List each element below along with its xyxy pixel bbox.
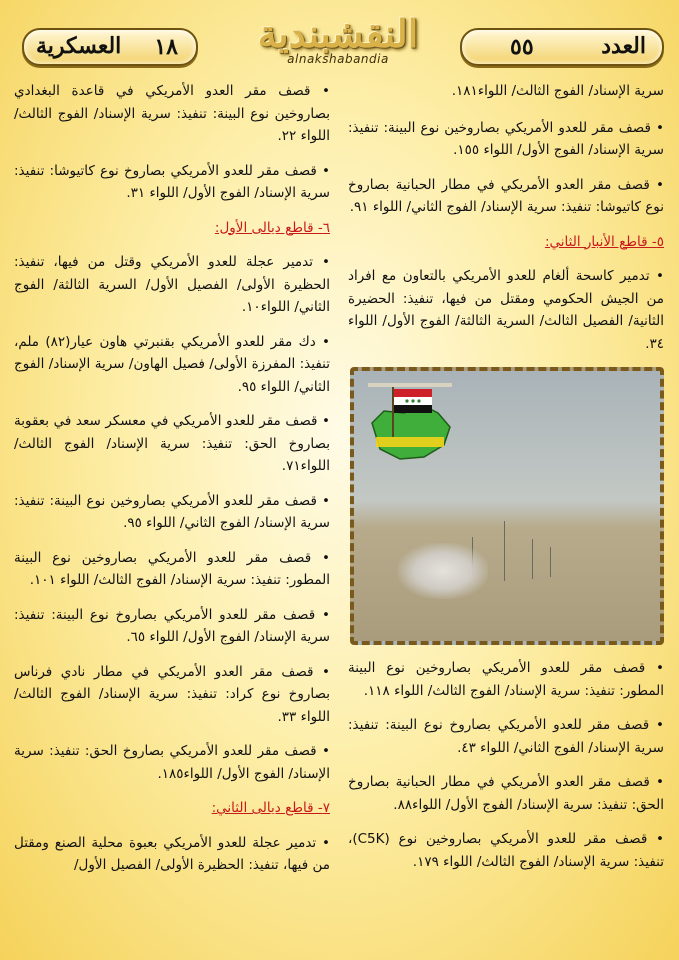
logo-title: النقشبندية <box>257 11 419 56</box>
list-item: • تدمير عجلة للعدو الأمريكي بعبوة محلية الصنع ومقتل من فيها، تنفيذ: الحظيرة الأولى/ الفصيل الأول/ <box>14 834 330 873</box>
section-heading-anbar-2: ٥- قاطع الأنبار الثاني: <box>544 233 664 250</box>
issue-number: ٥٥ <box>510 34 534 60</box>
list-item: • قصف مقر العدو الأمريكي في مطار نادي فرناس بصاروخ نوع كراد: تنفيذ: سرية الإسناد/ الفوج الثالث/ اللواء ٣٣. <box>14 663 330 725</box>
list-item: • قصف مقر للعدو الأمريكي بصاروخين نوع البينة: تنفيذ: سرية الإسناد/ الفوج الثاني/ اللواء ٩٥. <box>14 492 330 531</box>
list-item: • قصف مقر للعدو الأمريكي في معسكر سعد في بعقوبة بصاروخ الحق: تنفيذ: سرية الإسناد/ الفوج الثالث/ اللواء٧١. <box>14 413 330 474</box>
list-item: • قصف مقر العدو الأمريكي في قاعدة البغدادي بصاروخين نوع البينة: تنفيذ: سرية الإسناد/ الفوج الثالث/ اللواء ٢٢. <box>14 83 330 144</box>
list-item: • قصف مقر للعدو الأمريكي بصاروخ نوع كاتيوشا: تنفيذ: سرية الإسناد/ الفوج الأول/ اللواء ٣١. <box>14 162 330 201</box>
issue-label: العدد <box>601 33 646 59</box>
list-item: • قصف مقر للعدو الأمريكي بصاروخ الحق: تنفيذ: سرية الإسناد/ الفوج الأول/ اللواء١٨٥. <box>14 743 330 782</box>
section-page-badge <box>22 28 198 66</box>
right-column <box>348 80 664 885</box>
section-name: العسكرية <box>36 33 122 59</box>
left-column <box>14 80 330 889</box>
list-item: • تدمير كاسحة ألغام للعدو الأمريكي بالتعاون مع افراد من الجيش الحكومي ومقتل من فيها، تنفيذ: الحضيرة الثانية/ الفصيل الثالث/ السرية الثالثة/ الفوج الأول/ اللواء ٣٤. <box>348 268 664 352</box>
section-heading-diyala-2: ٧- قاطع ديالى الثاني: <box>211 800 330 816</box>
group-emblem-icon <box>364 383 456 469</box>
pole <box>550 547 551 577</box>
attack-photo <box>350 367 664 645</box>
list-item: • دك مقر للعدو الأمريكي بقنبرتي هاون عيار(٨٢) ملم، تنفيذ: المفرزة الأولى/ فصيل الهاون/ سرية الإسناد/ الفوج الثاني/ اللواء ٩٥. <box>14 333 330 395</box>
publication-logo <box>238 12 438 74</box>
list-item: • قصف مقر للعدو الأمريكي بصاروخين نوع البينة المطور: تنفيذ: سرية الإسناد/ الفوج الثالث/ اللواء ١٠١. <box>14 549 330 588</box>
continued-text: سرية الإسناد/ الفوج الثالث/ اللواء١٨١. <box>451 83 664 99</box>
logo-subtitle: alnakshabandia <box>287 52 389 66</box>
list-item: • قصف مقر للعدو الأمريكي بصاروخين نوع البينة: تنفيذ: سرية الإسناد/ الفوج الأول/ اللواء ١٥٥. <box>348 119 664 158</box>
list-item: • قصف مقر للعدو الأمريكي بصاروخين نوع البينة المطور: تنفيذ: سرية الإسناد/ الفوج الثالث/ اللواء ١١٨. <box>348 660 664 699</box>
list-item: • تدمير عجلة للعدو الأمريكي وقتل من فيها، تنفيذ: الحظيرة الأولى/ الفصيل الأول/ السرية الثالثة/ الفوج الثاني/ اللواء١٠. <box>14 254 330 315</box>
page-number: ١٨ <box>154 34 178 60</box>
explosion-smoke <box>398 543 488 599</box>
list-item: • قصف مقر العدو الأمريكي في مطار الحبانية بصاروخ نوع كاتيوشا: تنفيذ: سرية الإسناد/ الفوج الثاني/ اللواء ٩١. <box>348 176 664 215</box>
issue-badge <box>460 28 664 66</box>
page-header <box>0 0 679 80</box>
section-heading-diyala-1: ٦- قاطع ديالى الأول: <box>214 219 330 236</box>
list-item: • قصف مقر للعدو الأمريكي بصاروخين نوع (C5K)، تنفيذ: سرية الإسناد/ الفوج الثالث/ اللواء ١٧٩. <box>348 831 664 870</box>
pole <box>504 521 505 581</box>
list-item: • قصف مقر للعدو الأمريكي بصاروخ نوع البينة: تنفيذ: سرية الإسناد/ الفوج الأول/ اللواء ٦٥. <box>14 606 330 645</box>
pole <box>532 539 533 579</box>
list-item: • قصف مقر العدو الأمريكي في مطار الحبانية بصاروخ الحق: تنفيذ: سرية الإسناد/ الفوج الأول/ اللواء٨٨. <box>348 774 664 813</box>
list-item: • قصف مقر للعدو الأمريكي بصاروخ نوع البينة: تنفيذ: سرية الإسناد/ الفوج الثاني/ اللواء ٤٣. <box>348 717 664 756</box>
